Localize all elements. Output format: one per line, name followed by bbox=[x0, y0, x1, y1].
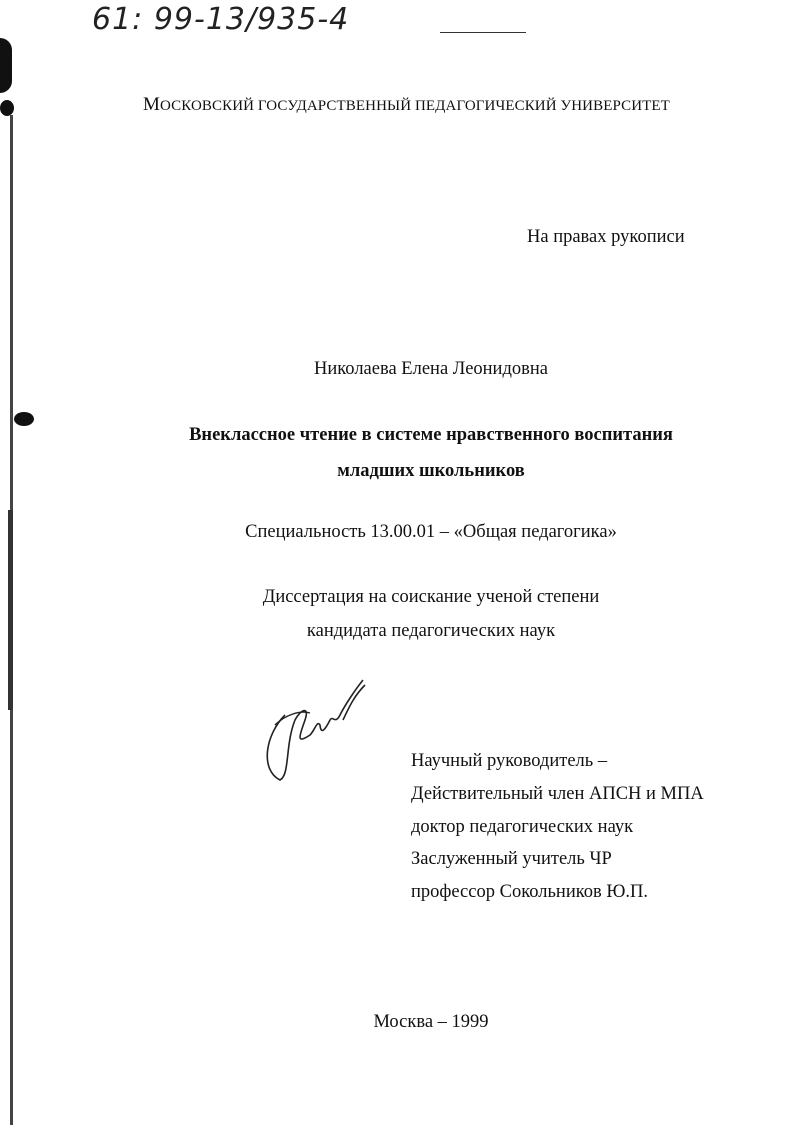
author-name: Николаева Елена Леонидовна bbox=[314, 359, 548, 379]
supervisor-line-3: доктор педагогических наук bbox=[411, 817, 634, 837]
supervisor-line-1: Научный руководитель – bbox=[411, 751, 608, 771]
dissertation-title-line-2: младших школьников bbox=[337, 461, 525, 481]
degree-line-1: Диссертация на соискание ученой степени bbox=[262, 587, 600, 607]
supervisor-line-4: Заслуженный учитель ЧР bbox=[411, 849, 612, 869]
degree-line-2: кандидата педагогических наук bbox=[306, 621, 556, 641]
specialty: Специальность 13.00.01 – «Общая педагогика» bbox=[245, 522, 617, 542]
catalog-number: 61: 99-13/935-4 bbox=[92, 2, 350, 37]
catalog-underline bbox=[440, 32, 526, 33]
dissertation-title-line-1: Внеклассное чтение в системе нравственного воспитания bbox=[189, 425, 673, 445]
university-name: МОСКОВСКИЙ ГОСУДАРСТВЕННЫЙ ПЕДАГОГИЧЕСКИЙ УНИВЕРСИТЕТ bbox=[143, 94, 670, 115]
supervisor-line-2: Действительный член АПСН и МПА bbox=[411, 784, 704, 804]
scan-edge-mark bbox=[0, 38, 12, 93]
scan-edge-mark bbox=[14, 412, 34, 426]
handwritten-signature bbox=[255, 675, 375, 795]
city-year: Москва – 1999 bbox=[373, 1012, 489, 1032]
scan-edge-mark bbox=[0, 100, 14, 116]
supervisor-line-5: профессор Сокольников Ю.П. bbox=[411, 882, 649, 902]
manuscript-rights: На правах рукописи bbox=[527, 227, 685, 247]
